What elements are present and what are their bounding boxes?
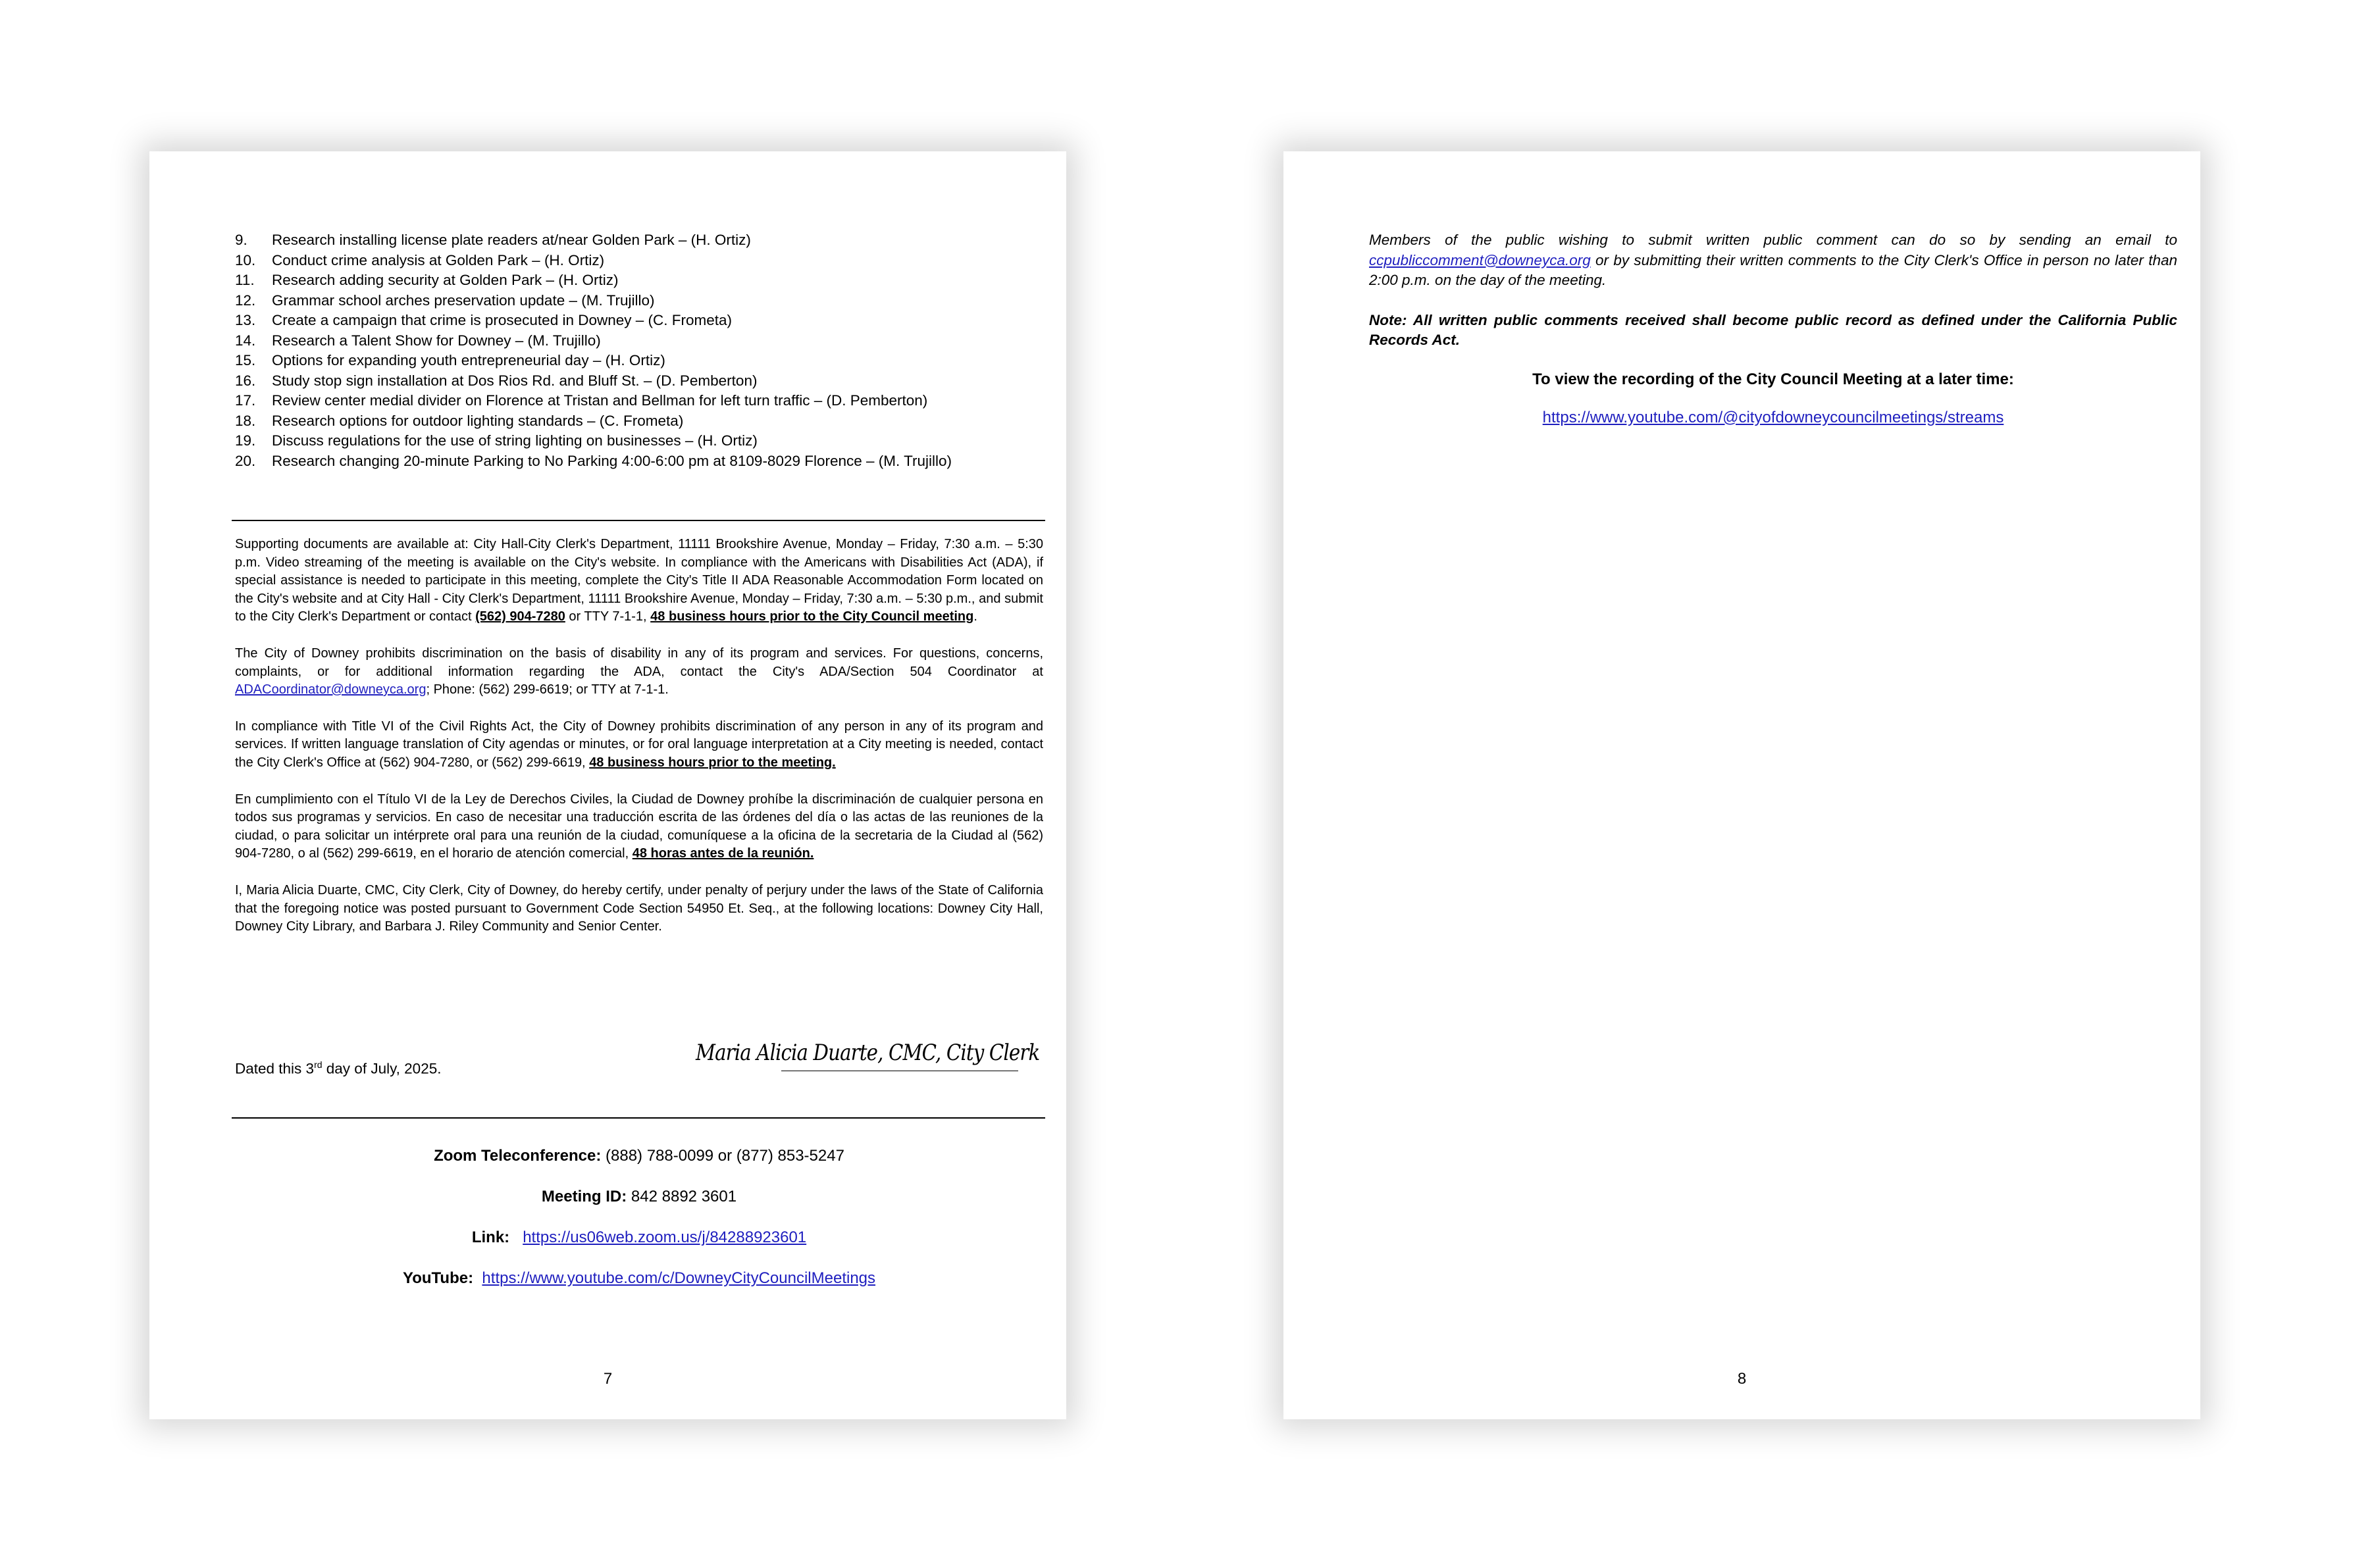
- agenda-item: [235, 451, 1043, 472]
- agenda-item: [235, 230, 1043, 251]
- agenda-item-list: [235, 230, 1043, 471]
- agenda-item-number: 11.: [235, 272, 255, 288]
- agenda-item-text: Grammar school arches preservation update – (M. Trujillo): [272, 291, 655, 309]
- dated-suffix: day of July, 2025.: [322, 1060, 442, 1077]
- meeting-id-label: Meeting ID:: [541, 1188, 627, 1205]
- zoom-link-line: [235, 1228, 1043, 1269]
- page-8-content: [1369, 230, 2177, 427]
- tty-text: or TTY 7-1-1,: [565, 609, 651, 624]
- agenda-item-number: 9.: [235, 232, 247, 248]
- agenda-item: [235, 251, 1043, 271]
- page-number: 7: [603, 1370, 613, 1388]
- supporting-documents-paragraph: [235, 536, 1043, 626]
- agenda-item: [235, 270, 1043, 291]
- dated-line: [235, 1059, 441, 1078]
- agenda-item: [235, 331, 1043, 351]
- document-page-8: [1283, 151, 2200, 1419]
- agenda-item-text: Research changing 20-minute Parking to No Parking 4:00-6:00 pm at 8109-8029 Florence – (M. Trujillo): [272, 452, 952, 469]
- public-comment-end: or by submitting their written comments to the City Clerk's Office in person no later than 2:00 p.m. on the day of the meeting.: [1369, 251, 2177, 288]
- agenda-item-text: Research installing license plate readers at/near Golden Park – (H. Ortiz): [272, 232, 751, 248]
- agenda-item-text: Research a Talent Show for Downey – (M. Trujillo): [272, 332, 601, 349]
- agenda-item-text: Discuss regulations for the use of string lighting on businesses – (H. Ortiz): [272, 432, 758, 449]
- agenda-item-number: 20.: [235, 452, 256, 469]
- meeting-deadline-notice: 48 business hours prior to the City Council meeting: [650, 609, 974, 624]
- dated-signature-row: [235, 1033, 1043, 1086]
- youtube-label: YouTube:: [402, 1269, 474, 1287]
- ada-discrimination-paragraph: [235, 645, 1043, 699]
- youtube-channel-link[interactable]: https://www.youtube.com/c/DowneyCityCouncilMeetings: [482, 1269, 876, 1287]
- supporting-documents-text: Supporting documents are available at: City Hall-City Clerk's Department, 11111 Brookshire Avenue, Monday – Friday, 7:30 a.m. – 5:30 p.m. Video streaming of the meeting is available on the City's website. In compliance with the Americans with Disabilities Act (ADA), if special assistance is needed to participate in this meeting, complete the City's Title II ADA Reasonable Accommodation Form located on the City's website and at City Hall - City Clerk's Department, 11111 Brookshire Avenue, Monday – Friday, 7:30 a.m. – 5:30 p.m., and submit to the City Clerk's Department or contact: [235, 537, 1043, 624]
- meeting-id-line: [235, 1187, 1043, 1228]
- agenda-item-number: 17.: [235, 392, 256, 409]
- agenda-item: [235, 311, 1043, 331]
- agenda-item-number: 13.: [235, 312, 256, 328]
- agenda-item-number: 16.: [235, 372, 256, 389]
- youtube-line: [235, 1269, 1043, 1309]
- meeting-access-info: [235, 1146, 1043, 1309]
- section-divider: [232, 520, 1045, 521]
- agenda-item: [235, 391, 1043, 411]
- notice-section: [235, 536, 1043, 955]
- zoom-phone-numbers: (888) 788-0099 or (877) 853-5247: [601, 1147, 844, 1165]
- ada-coordinator-email-link[interactable]: ADACoordinator@downeyca.org: [235, 682, 427, 697]
- agenda-item-text: Conduct crime analysis at Golden Park – (H. Ortiz): [272, 251, 605, 268]
- clerk-phone-number: (562) 904-7280: [475, 609, 565, 624]
- agenda-item: [235, 371, 1043, 392]
- zoom-link-label: Link:: [471, 1228, 510, 1246]
- dated-prefix: Dated this 3: [235, 1060, 315, 1077]
- agenda-item-number: 14.: [235, 332, 256, 349]
- page-7-content: [235, 230, 1043, 471]
- zoom-label: Zoom Teleconference:: [434, 1147, 602, 1165]
- title-vi-text: In compliance with Title VI of the Civil Rights Act, the City of Downey prohibits discrimination of any person in any of its program and services. If written language translation of City agendas or minutes, or for oral language interpretation at a City meeting is needed, contact the City Clerk's Office at (562) 904-7280, or (562) 299-6619,: [235, 719, 1043, 770]
- agenda-item-text: Review center medial divider on Florence at Tristan and Bellman for left turn traffic – (D. Pemberton): [272, 392, 928, 409]
- zoom-meeting-link[interactable]: https://us06web.zoom.us/j/84288923601: [523, 1228, 807, 1246]
- ada-discrimination-text: The City of Downey prohibits discrimination on the basis of disability in any of its program and services. For questions, concerns, complaints, or for additional information regarding the ADA, contact the City's ADA/Section 504 Coordinator at: [235, 645, 1043, 679]
- meeting-id-value: 842 8892 3601: [627, 1188, 737, 1205]
- public-comment-paragraph: [1369, 230, 2177, 291]
- agenda-item-number: 15.: [235, 352, 256, 368]
- agenda-item-number: 10.: [235, 251, 256, 268]
- agenda-item: [235, 351, 1043, 371]
- agenda-item: [235, 431, 1043, 451]
- agenda-item-number: 19.: [235, 432, 256, 449]
- agenda-item-number: 18.: [235, 412, 256, 429]
- zoom-teleconference-line: [235, 1146, 1043, 1187]
- public-comment-text: Members of the public wishing to submit written public comment can do so by sending an email to: [1369, 232, 2177, 248]
- spanish-title-vi-paragraph: [235, 791, 1043, 863]
- section-divider-bottom: [232, 1117, 1045, 1119]
- spanish-title-vi-text: En cumplimiento con el Título VI de la Ley de Derechos Civiles, la Ciudad de Downey prohíbe la discriminación de cualquier persona en todos sus programas y servicios. En caso de necesitar una traducción escrita de las órdenes del día o las actas de las reuniones de la ciudad, o para solicitar un intérprete oral para una reunión de la ciudad, comuníquese a la oficina de la secretaria de la Ciudad al (562) 904-7280, o al (562) 299-6619, en el horario de atención comercial,: [235, 792, 1043, 861]
- agenda-item: [235, 411, 1043, 432]
- recording-heading: To view the recording of the City Council Meeting at a later time:: [1532, 370, 2014, 388]
- certification-paragraph: I, Maria Alicia Duarte, CMC, City Clerk, City of Downey, do hereby certify, under penalty of perjury under the laws of the State of California that the foregoing notice was posted pursuant to Government Code Section 54950 Et. Seq., at the following locations: Downey City Hall, Downey City Library, and Barbara J. Riley Community and Senior Center.: [235, 882, 1043, 934]
- ada-contact-phone: ; Phone: (562) 299-6619; or TTY at 7-1-1.: [426, 682, 669, 697]
- supporting-documents-end: .: [973, 609, 977, 624]
- agenda-item-text: Research options for outdoor lighting standards – (C. Frometa): [272, 412, 684, 429]
- title-vi-paragraph: [235, 718, 1043, 772]
- agenda-item-text: Research adding security at Golden Park – (H. Ortiz): [272, 272, 619, 288]
- document-page-7: [149, 151, 1066, 1419]
- public-comment-email-link[interactable]: ccpubliccomment@downeyca.org: [1369, 251, 1591, 268]
- city-clerk-signature: Maria Alicia Duarte, CMC, City Clerk: [696, 1040, 1040, 1066]
- agenda-item: [235, 291, 1043, 311]
- agenda-item-text: Study stop sign installation at Dos Rios Rd. and Bluff St. – (D. Pemberton): [272, 372, 758, 389]
- agenda-item-text: Create a campaign that crime is prosecuted in Downey – (C. Frometa): [272, 312, 733, 328]
- spanish-title-vi-deadline: 48 horas antes de la reunión.: [632, 846, 814, 861]
- agenda-item-text: Options for expanding youth entrepreneurial day – (H. Ortiz): [272, 352, 665, 368]
- public-record-note: Note: All written public comments received shall become public record as defined under the California Public Records Act.: [1369, 311, 2177, 348]
- title-vi-deadline: 48 business hours prior to the meeting.: [589, 755, 836, 770]
- dated-ordinal-suffix: rd: [314, 1059, 323, 1070]
- agenda-item-number: 12.: [235, 291, 256, 309]
- recording-link-row: [1369, 409, 2177, 427]
- recording-streams-link[interactable]: https://www.youtube.com/@cityofdowneycouncilmeetings/streams: [1542, 408, 2004, 426]
- page-number: 8: [1737, 1370, 1747, 1388]
